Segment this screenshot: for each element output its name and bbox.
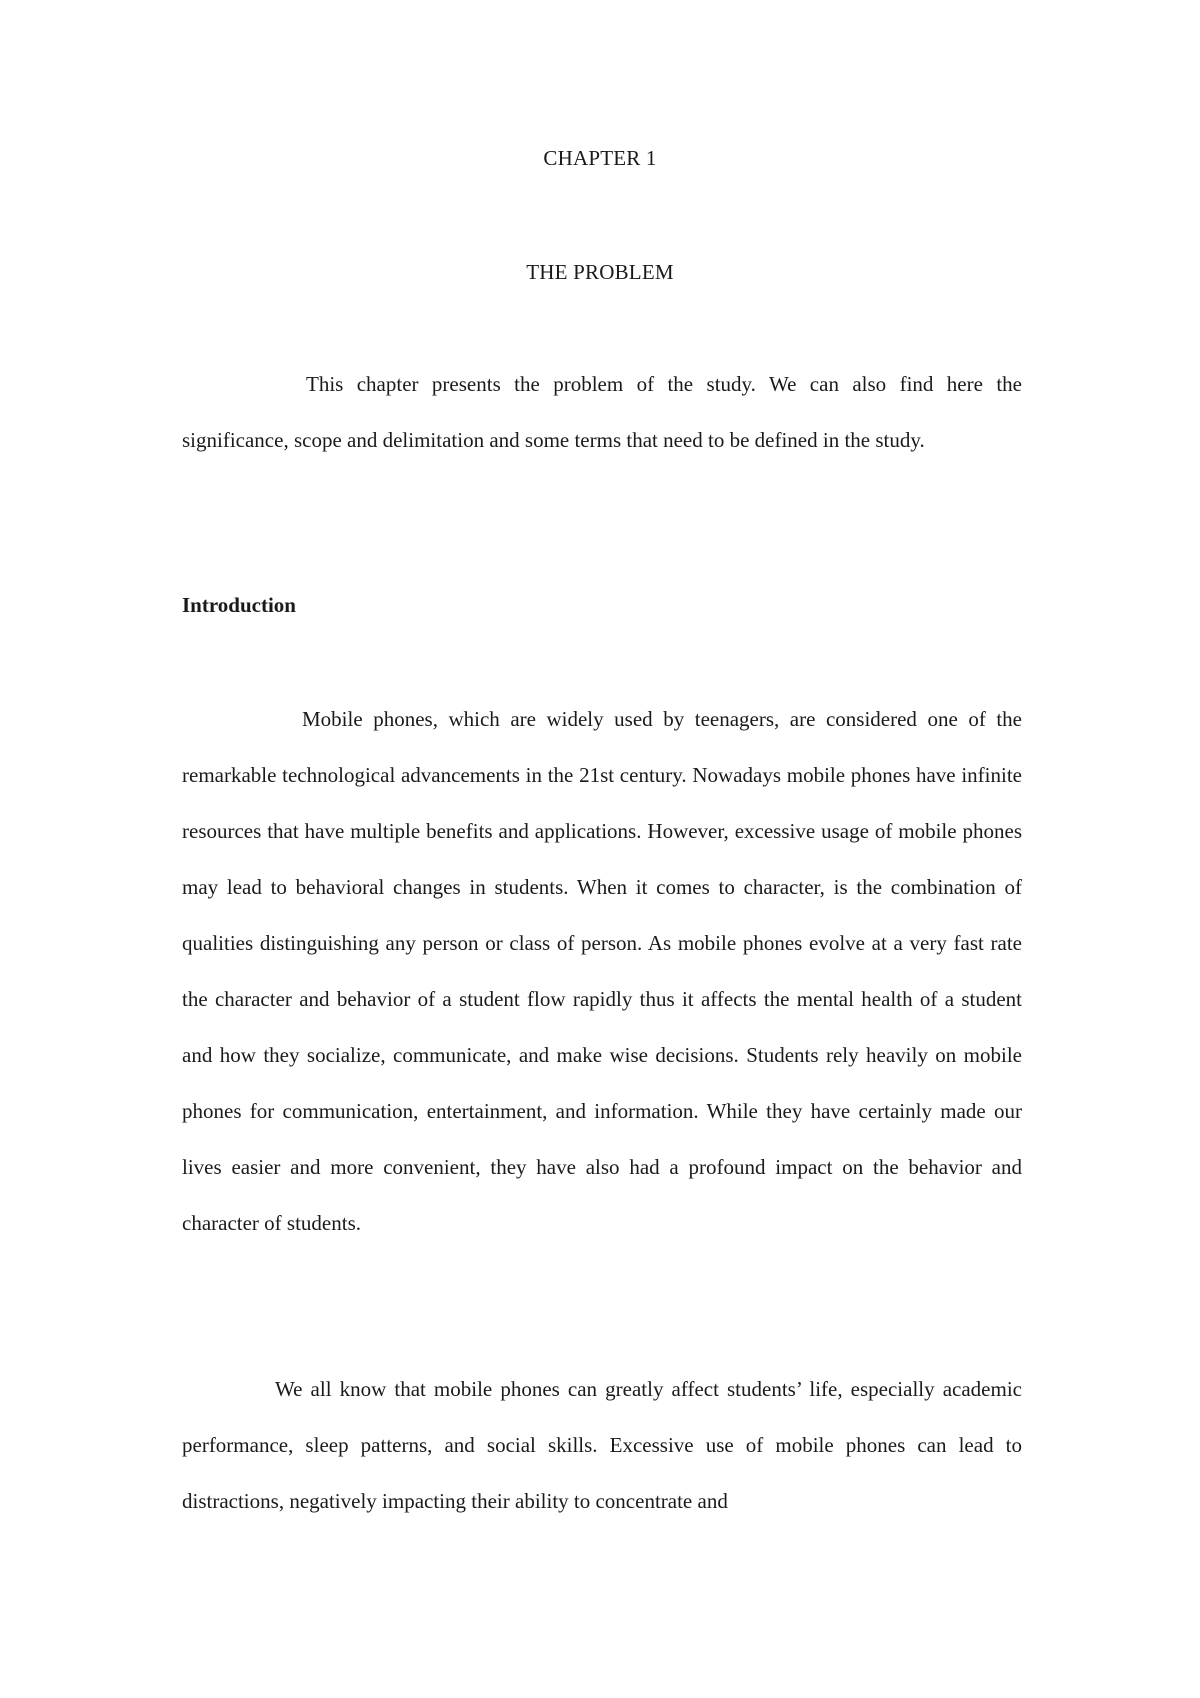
chapter-label: CHAPTER 1 [543, 146, 657, 170]
section-heading-introduction: Introduction [182, 593, 296, 617]
chapter-title: THE PROBLEM [526, 260, 674, 284]
introduction-paragraph-2: We all know that mobile phones can greatly affect students’ life, especially academic performance, sleep patterns, and social skills. Excessive use of mobile phones can lead to distractions, negatively impacting their ability to concentrate and [182, 1377, 1022, 1513]
introduction-paragraph-1: Mobile phones, which are widely used by teenagers, are considered one of the remarkable technological advancements in the 21st century. Nowadays mobile phones have infinite resources that have multiple benefits and applications. However, excessive usage of mobile phones may lead to behavioral changes in students. When it comes to character, is the combination of qualities distinguishing any person or class of person. As mobile phones evolve at a very fast rate the character and behavior of a student flow rapidly thus it affects the mental health of a student and how they socialize, communicate, and make wise decisions. Students rely heavily on mobile phones for communication, entertainment, and information. While they have certainly made our lives easier and more convenient, they have also had a profound impact on the behavior and character of students. [182, 707, 1022, 1235]
chapter-intro-paragraph: This chapter presents the problem of the study. We can also find here the significance, scope and delimitation and some terms that need to be defined in the study. [182, 372, 1022, 452]
